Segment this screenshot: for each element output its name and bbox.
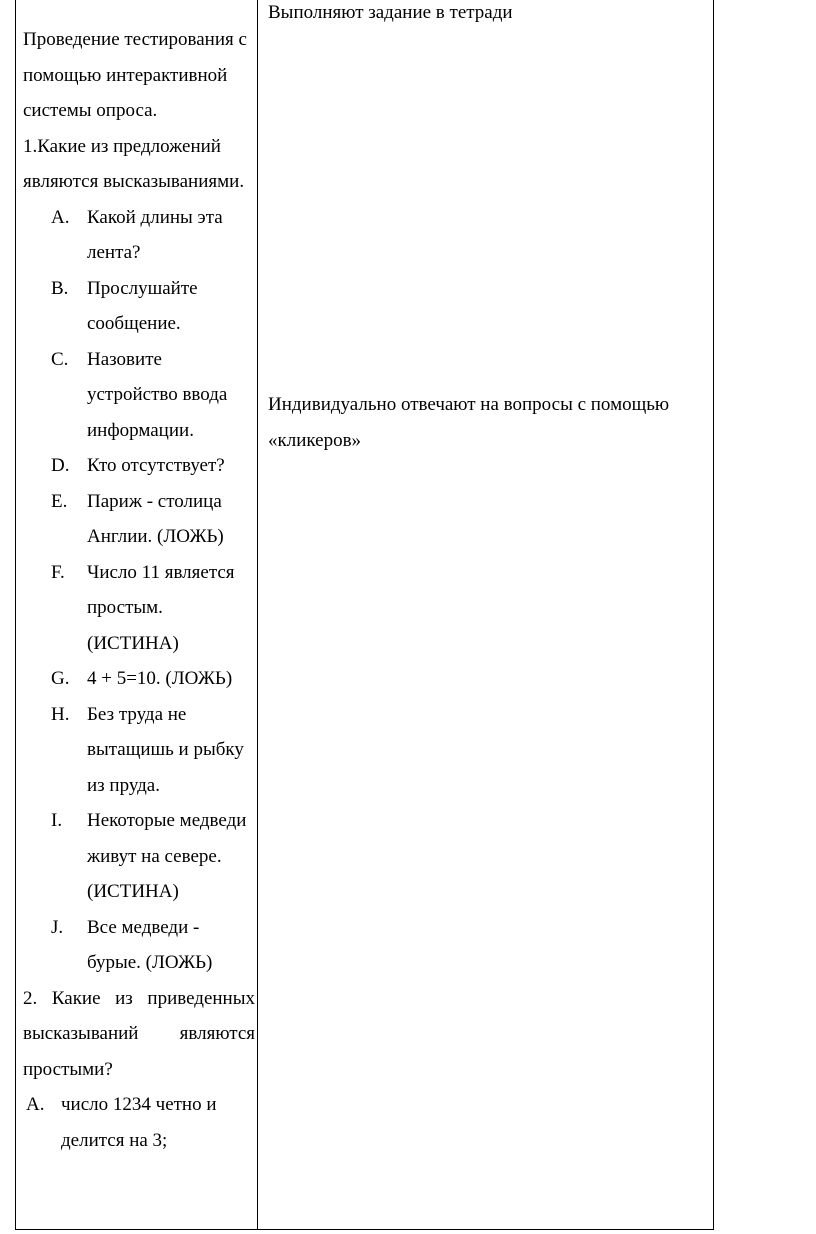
clicker-answer-text: Индивидуально отвечают на вопросы с помощью «кликеров» (268, 394, 670, 451)
question-1: 1.Какие из предложений являются высказываниями. (23, 135, 245, 192)
list-item (23, 661, 255, 697)
option-text: Некоторые медведи живут на севере.(ИСТИНА) (87, 810, 247, 902)
list-item (23, 342, 255, 449)
option-text: Число 11 является простым. (ИСТИНА) (87, 561, 235, 654)
option-text: 4 + 5=10. (ЛОЖЬ) (87, 668, 233, 689)
option-text: Париж - столица Англии. (ЛОЖЬ) (87, 490, 224, 547)
option-text: Все медведи - бурые. (ЛОЖЬ) (87, 916, 213, 973)
option-marker: H. (51, 703, 70, 725)
option-text: число 1234 четно и делится на 3; (61, 1094, 217, 1151)
option-text: Кто отсутствует? (87, 455, 225, 476)
list-item (23, 484, 255, 555)
question-2-options (23, 1087, 255, 1158)
option-marker: F. (51, 561, 65, 583)
option-text: Без труда не вытащишь и рыбку из пруда. (87, 703, 244, 796)
question-2: 2. Какие из приведенных высказываний являются простыми? (23, 987, 255, 1080)
option-marker: I. (51, 810, 63, 831)
list-item (23, 910, 255, 981)
list-item (23, 697, 255, 804)
option-marker: G. (51, 668, 70, 689)
lesson-table (15, 0, 714, 1230)
list-item (23, 200, 255, 271)
column-divider (257, 0, 258, 1229)
option-marker: J. (51, 916, 64, 938)
option-marker: D. (51, 455, 70, 476)
intro-text: Проведение тестирования с помощью интерактивной системы опроса. (23, 29, 247, 121)
option-marker: C. (51, 348, 69, 370)
option-text: Назовите устройство ввода информации. (87, 348, 228, 441)
option-marker: A. (26, 1094, 45, 1115)
notebook-task-text: Выполняют задание в тетради (268, 2, 513, 23)
left-column (23, 22, 255, 1158)
list-item (23, 555, 255, 662)
list-item (23, 448, 255, 484)
option-text: Прослушайте сообщение. (87, 277, 198, 334)
question-1-options (23, 200, 255, 981)
list-item (23, 1087, 255, 1158)
option-text: Какой длины эта лента? (87, 206, 223, 263)
list-item (23, 271, 255, 342)
option-marker: B. (51, 277, 69, 299)
option-marker: A. (51, 206, 70, 228)
option-marker: E. (51, 490, 68, 512)
list-item (23, 803, 255, 910)
